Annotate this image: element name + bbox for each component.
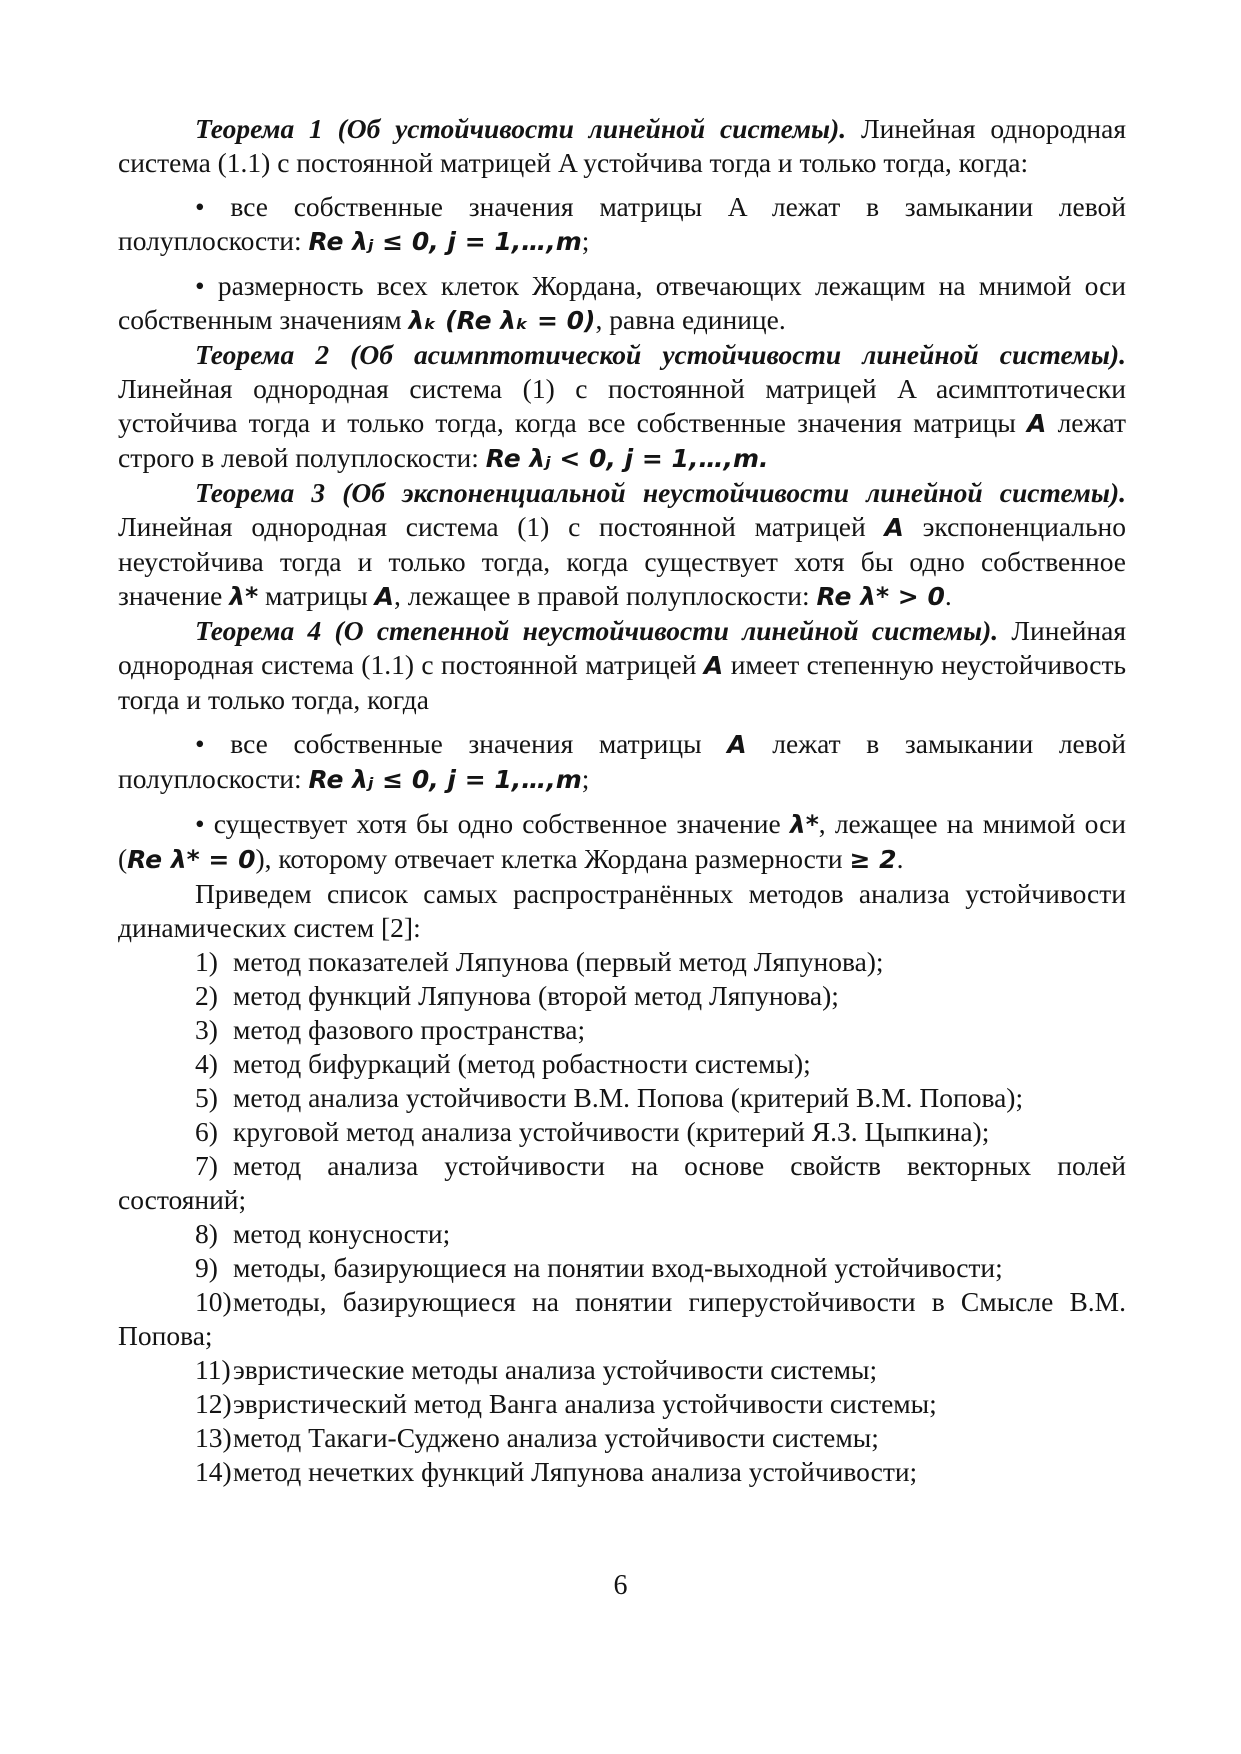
- theorem-4-bullet-1: [118, 727, 1126, 797]
- list-item-number: 7): [195, 1150, 218, 1181]
- list-item: [118, 979, 1126, 1013]
- list-item-number: 1): [195, 946, 218, 977]
- list-item: [118, 1013, 1126, 1047]
- list-item-text: метод Такаги-Суджено анализа устойчивости системы;: [233, 1422, 879, 1453]
- theorem-1-title: Теорема 1 (Об устойчивости линейной системы).: [195, 113, 847, 144]
- list-item: [118, 1285, 1126, 1353]
- theorem-4-paragraph: [118, 614, 1126, 717]
- theorem-4-bullet-2: [118, 807, 1126, 877]
- theorem-2-title: Теорема 2 (Об асимптотической устойчивости линейной системы).: [195, 339, 1126, 370]
- list-item-text: эвристический метод Ванга анализа устойчивости системы;: [233, 1388, 937, 1419]
- list-item-number: 10): [195, 1286, 232, 1317]
- list-item-number: 14): [195, 1456, 232, 1487]
- methods-intro: Приведем список самых распространённых методов анализа устойчивости динамических систем [2]:: [118, 878, 1126, 943]
- theorem-3-text-b: экспоненциально неустойчива тогда и только тогда, когда существует хотя бы одно собственное значение: [118, 511, 1126, 611]
- theorem-4-title: Теорема 4 (О степенной неустойчивости линейной системы).: [195, 615, 999, 646]
- methods-list: [118, 945, 1126, 1489]
- theorem-4-bullet-1-text: • все собственные значения матрицы: [195, 728, 702, 759]
- theorem-1-bullet-2-math: λₖ (Re λₖ = 0): [408, 306, 596, 335]
- theorem-2-text-a: Линейная однородная система (1) с постоянной матрицей A асимптотически устойчива тогда и только тогда, когда все собственные значения матрицы: [118, 373, 1126, 438]
- theorem-4-bullet-2-math-c: ≥ 2: [849, 845, 897, 874]
- list-item-number: 8): [195, 1218, 218, 1249]
- list-item-number: 12): [195, 1388, 232, 1419]
- list-item: [118, 1455, 1126, 1489]
- theorem-4-bullet-1-math-b: Re λⱼ ≤ 0, j = 1,…,m: [308, 765, 582, 794]
- theorem-3-text-d: , лежащее в правой полуплоскости:: [394, 580, 810, 611]
- theorem-4-bullet-2-math-a: λ*: [789, 810, 819, 839]
- theorem-1-bullet-1: [118, 190, 1126, 259]
- list-item-text: методы, базирующиеся на понятии вход-выходной устойчивости;: [233, 1252, 1003, 1283]
- list-item: [118, 1149, 1126, 1217]
- list-item-number: 3): [195, 1014, 218, 1045]
- theorem-3-paragraph: [118, 476, 1126, 614]
- theorem-4-bullet-2-text-c: ), которому отвечает клетка Жордана размерности: [255, 843, 843, 874]
- list-item-text: метод конусности;: [233, 1218, 451, 1249]
- theorem-4-bullet-1-text-b: лежат в замыкании левой полуплоскости:: [118, 728, 1127, 794]
- theorem-2-math-a: A: [1027, 409, 1047, 438]
- list-item-number: 4): [195, 1048, 218, 1079]
- list-item-text: метод функций Ляпунова (второй метод Ляпунова);: [233, 980, 839, 1011]
- list-item-number: 2): [195, 980, 218, 1011]
- theorem-1-bullet-1-math: Re λⱼ ≤ 0, j = 1,…,m: [308, 227, 582, 256]
- list-item-number: 13): [195, 1422, 232, 1453]
- theorem-4-bullet-2-text-b: , лежащее на мнимой оси (: [118, 808, 1127, 874]
- theorem-4-bullet-1-end: ;: [581, 763, 590, 794]
- theorem-3-text-e: .: [944, 580, 952, 611]
- theorem-2-text-b: лежат строго в левой полуплоскости:: [118, 407, 1127, 473]
- list-item-number: 11): [195, 1354, 231, 1385]
- theorem-3-math-b: λ*: [229, 582, 259, 611]
- theorem-3-text-a: Линейная однородная система (1) с постоянной матрицей: [118, 511, 866, 542]
- theorem-1-bullet-1-text: • все собственные значения матрицы A лежат в замыкании левой полуплоскости:: [118, 191, 1126, 256]
- list-item: [118, 1047, 1126, 1081]
- list-item: [118, 1387, 1126, 1421]
- theorem-1-bullet-1-end: ;: [581, 225, 590, 256]
- theorem-4-bullet-2-math-b: Re λ* = 0: [127, 845, 256, 874]
- page-number: 6: [613, 1570, 628, 1601]
- list-item-text: метод фазового пространства;: [233, 1014, 586, 1045]
- list-item-text: метод анализа устойчивости В.М. Попова (критерий В.М. Попова);: [233, 1082, 1024, 1113]
- list-item: [118, 945, 1126, 979]
- list-item-number: 6): [195, 1116, 218, 1147]
- theorem-4-bullet-2-text: • существует хотя бы одно собственное значение: [195, 808, 781, 839]
- list-item: [118, 1421, 1126, 1455]
- list-item-text: метод показателей Ляпунова (первый метод Ляпунова);: [233, 946, 884, 977]
- list-item: [118, 1217, 1126, 1251]
- list-item: [118, 1353, 1126, 1387]
- theorem-2-math-b: Re λⱼ < 0, j = 1,…,m.: [485, 444, 769, 473]
- list-item: [118, 1081, 1126, 1115]
- theorem-1-bullet-2-end: , равна единице.: [595, 304, 786, 335]
- list-item-text: метод анализа устойчивости на основе свойств векторных полей состояний;: [118, 1150, 1126, 1215]
- list-item-text: эвристические методы анализа устойчивости системы;: [233, 1354, 878, 1385]
- list-item-number: 5): [195, 1082, 218, 1113]
- list-item: [118, 1251, 1126, 1285]
- list-item-text: методы, базирующиеся на понятии гиперустойчивости в Смысле В.М. Попова;: [118, 1286, 1126, 1351]
- theorem-4-bullet-1-math-a: A: [727, 730, 747, 759]
- theorem-3-math-a: A: [884, 513, 904, 542]
- theorem-3-title: Теорема 3 (Об экспоненциальной неустойчивости линейной системы).: [195, 477, 1126, 508]
- list-item: [118, 1115, 1126, 1149]
- theorem-1-text: Линейная однородная система (1.1) с постоянной матрицей A устойчива тогда и только тогда, когда:: [118, 113, 1127, 178]
- theorem-1-bullet-2: [118, 269, 1126, 338]
- theorem-2-paragraph: [118, 338, 1126, 476]
- list-item-text: круговой метод анализа устойчивости (критерий Я.З. Цыпкина);: [233, 1116, 990, 1147]
- theorem-4-text-a: Линейная однородная система (1.1) с постоянной матрицей: [118, 615, 1126, 680]
- theorem-1-paragraph: [118, 112, 1126, 180]
- document-page: [118, 112, 1126, 1489]
- theorem-3-math-d: Re λ* > 0: [816, 582, 945, 611]
- theorem-4-text-b: имеет степенную неустойчивость тогда и только тогда, когда: [118, 649, 1127, 715]
- list-item-number: 9): [195, 1252, 218, 1283]
- theorem-1-bullet-2-text: • размерность всех клеток Жордана, отвечающих лежащим на мнимой оси собственным значениям: [118, 270, 1126, 335]
- theorem-3-math-c: A: [374, 582, 394, 611]
- list-item-text: метод нечетких функций Ляпунова анализа устойчивости;: [233, 1456, 918, 1487]
- list-item-text: метод бифуркаций (метод робастности системы);: [233, 1048, 811, 1079]
- theorem-4-math-a: A: [703, 651, 724, 680]
- theorem-3-text-c: матрицы: [265, 580, 368, 611]
- theorem-4-bullet-2-end: .: [896, 843, 904, 874]
